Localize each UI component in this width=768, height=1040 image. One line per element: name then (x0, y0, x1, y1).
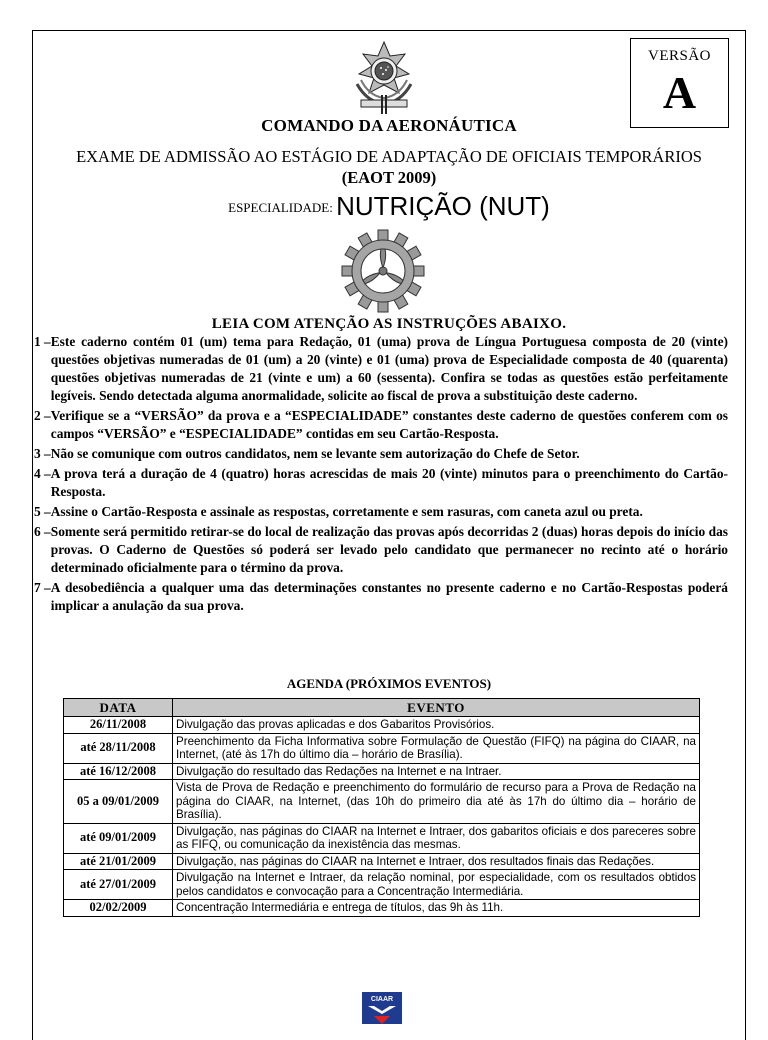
agenda-event: Preenchimento da Ficha Informativa sobre Formulação de Questão (FIFQ) na página do CIAAR, na Internet, (até às 17h do último dia – horário de Brasília). (173, 733, 700, 763)
agenda-event: Vista de Prova de Redação e preenchimento do formulário de recurso para a Prova de Redação na página do CIAAR, na Internet, (das 10h do primeiro dia até às 17h do último dia – horário de Brasília). (173, 780, 700, 824)
table-row (64, 823, 700, 853)
agenda-date: 26/11/2008 (64, 717, 173, 734)
instruction-item (34, 333, 728, 405)
gear-propeller-icon (340, 228, 426, 314)
instruction-number: 7 – (34, 580, 51, 595)
agenda-date: até 16/12/2008 (64, 763, 173, 780)
brazil-coat-of-arms-icon (349, 40, 419, 116)
agenda-event: Divulgação do resultado das Redações na Internet e na Intraer. (173, 763, 700, 780)
specialty-name: NUTRIÇÃO (NUT) (336, 191, 550, 221)
column-header-date: DATA (64, 699, 173, 717)
agenda-header-row (64, 699, 700, 717)
specialty-line (32, 191, 746, 222)
table-row (64, 870, 700, 900)
instruction-item (34, 523, 728, 577)
instruction-number: 2 – (34, 408, 51, 423)
instruction-number: 1 – (34, 334, 51, 349)
version-box (630, 38, 729, 128)
agenda-event: Divulgação na Internet e Intraer, da relação nominal, por especialidade, com os resultados obtidos pelos candidatos e convocação para a Concentração Intermediária. (173, 870, 700, 900)
table-row (64, 733, 700, 763)
instruction-text: A desobediência a qualquer uma das determinações constantes no presente caderno e no Cartão-Respostas poderá implicar a anulação da sua prova. (50, 580, 728, 613)
ciaar-logo-text: CIAAR (370, 996, 394, 1003)
column-header-event: EVENTO (173, 699, 700, 717)
instruction-text: Assine o Cartão-Resposta e assinale as respostas, corretamente e sem rasuras, com caneta azul ou preta. (50, 504, 643, 519)
instruction-text: Este caderno contém 01 (um) tema para Redação, 01 (uma) prova de Língua Portuguesa composta de 20 (vinte) questões objetivas numeradas de 01 (um) a 20 (vinte) e 01 (uma) prova de Especialidade composta de 40 (quarenta) questões objetivas numeradas de 21 (vinte e um) a 60 (sessenta). Confira se todas as questões estão perfeitamente legíveis. Sendo detectada alguma anormalidade, solicite ao fiscal de prova a substituição deste caderno. (50, 334, 728, 403)
instruction-item (34, 503, 728, 521)
instruction-number: 5 – (34, 504, 51, 519)
agenda-date: até 27/01/2009 (64, 870, 173, 900)
version-letter: A (662, 67, 697, 118)
instructions-title: LEIA COM ATENÇÃO AS INSTRUÇÕES ABAIXO. (211, 316, 567, 332)
exam-title: EXAME DE ADMISSÃO AO ESTÁGIO DE ADAPTAÇÃO DE OFICIAIS TEMPORÁRIOS (76, 147, 702, 166)
agenda-date: até 28/11/2008 (64, 733, 173, 763)
exam-code: (EAOT 2009) (341, 168, 437, 187)
instruction-text: Verifique se a “VERSÃO” da prova e a “ESPECIALIDADE” constantes deste caderno de questões conferem com os campos “VERSÃO” e “ESPECIALIDADE” contidas em seu Cartão-Resposta. (50, 408, 728, 441)
instruction-text: A prova terá a duração de 4 (quatro) horas acrescidas de mais 20 (vinte) minutos para o preenchimento do Cartão-Resposta. (50, 466, 728, 499)
agenda-event: Divulgação, nas páginas do CIAAR na Internet e Intraer, dos resultados finais das Redações. (173, 853, 700, 870)
command-title: COMANDO DA AERONÁUTICA (261, 116, 517, 135)
instruction-text: Não se comunique com outros candidatos, nem se levante sem autorização do Chefe de Setor. (50, 446, 580, 461)
instruction-item (34, 445, 728, 463)
instruction-number: 3 – (34, 446, 51, 461)
agenda-date: 05 a 09/01/2009 (64, 780, 173, 824)
ciaar-logo-icon (362, 992, 402, 1024)
table-row (64, 853, 700, 870)
agenda-event: Divulgação das provas aplicadas e dos Gabaritos Provisórios. (173, 717, 700, 734)
agenda-event: Divulgação, nas páginas do CIAAR na Internet e Intraer, dos gabaritos oficiais e dos pareceres sobre as FIFQ, ou comunicação da inexistência das mesmas. (173, 823, 700, 853)
agenda-date: até 09/01/2009 (64, 823, 173, 853)
specialty-label: ESPECIALIDADE: (228, 200, 333, 215)
instruction-number: 4 – (34, 466, 51, 481)
instructions-list (34, 333, 728, 617)
agenda-event: Concentração Intermediária e entrega de títulos, das 9h às 11h. (173, 900, 700, 917)
table-row (64, 717, 700, 734)
agenda-table (63, 698, 700, 917)
instruction-item (34, 579, 728, 615)
instruction-text: Somente será permitido retirar-se do local de realização das provas após decorridas 2 (duas) horas depois do início das provas. O Caderno de Questões só poderá ser levado pelo candidato que permanecer no recinto até o horário determinado oficialmente para o término da prova. (50, 524, 728, 575)
exam-title-block (32, 146, 746, 188)
version-label: VERSÃO (647, 48, 711, 64)
instruction-item (34, 407, 728, 443)
table-row (64, 780, 700, 824)
agenda-date: 02/02/2009 (64, 900, 173, 917)
table-row (64, 900, 700, 917)
instruction-number: 6 – (34, 524, 51, 539)
agenda-title: AGENDA (PRÓXIMOS EVENTOS) (286, 676, 492, 691)
table-row (64, 763, 700, 780)
instruction-item (34, 465, 728, 501)
agenda-date: até 21/01/2009 (64, 853, 173, 870)
